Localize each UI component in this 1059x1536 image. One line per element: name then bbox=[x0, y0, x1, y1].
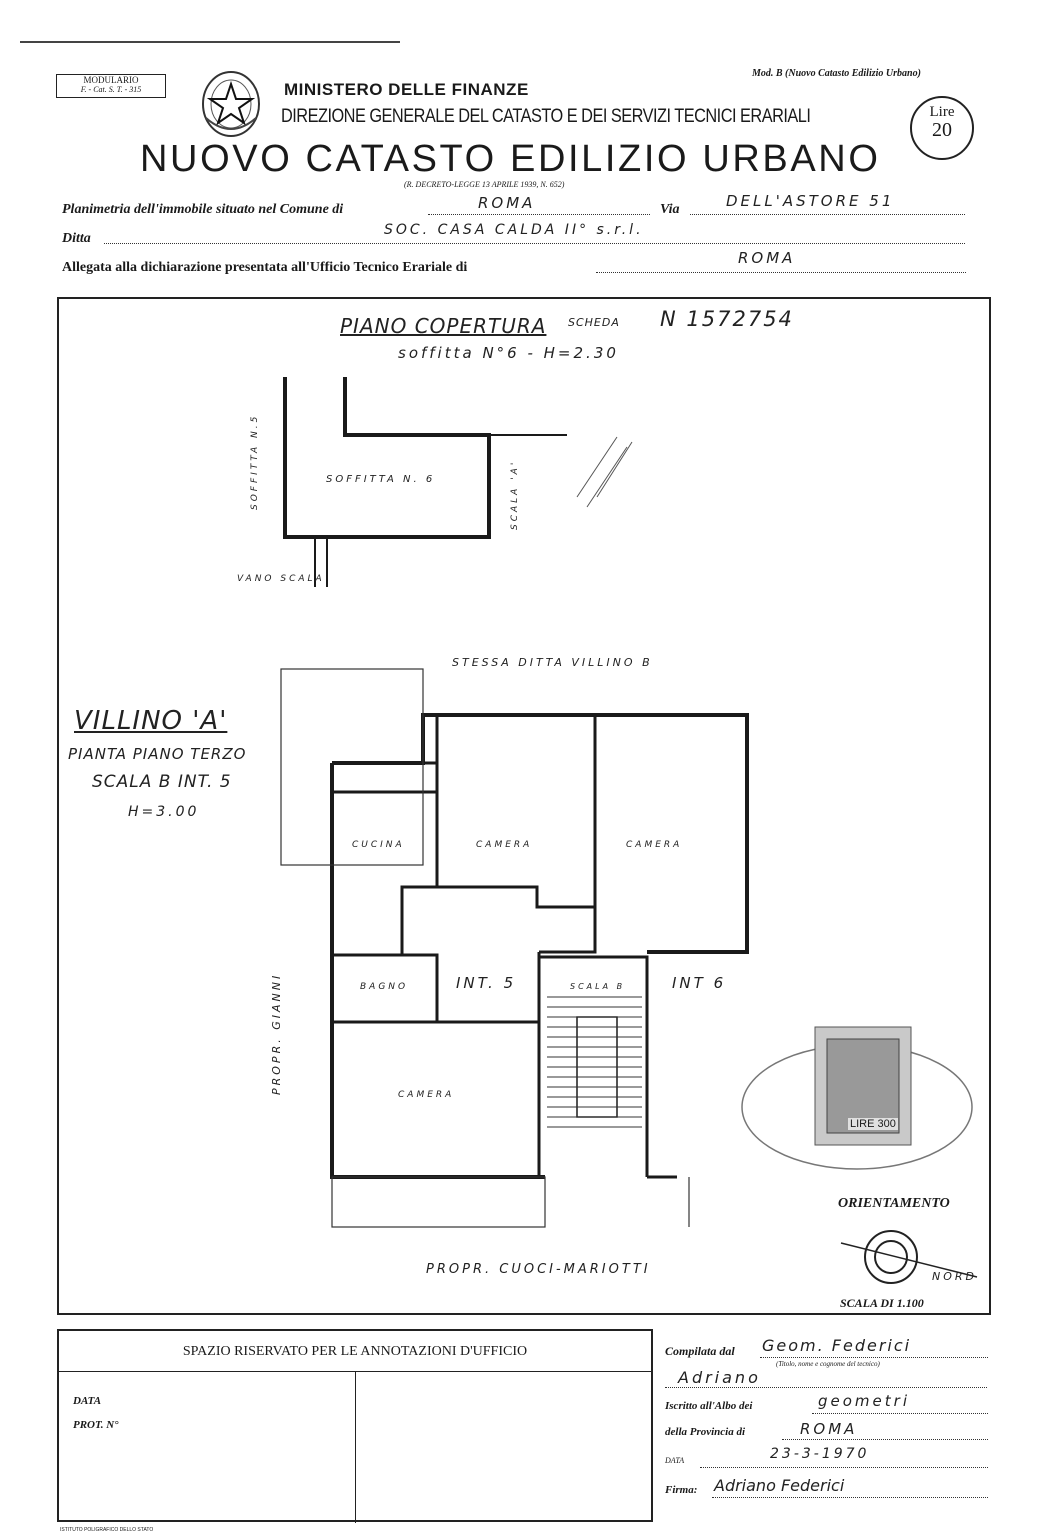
villino-label: VILLINO 'A' bbox=[74, 706, 228, 736]
lire-value: 20 bbox=[932, 119, 952, 141]
top-rule bbox=[20, 41, 400, 43]
scala-a-label: SCALA 'A' bbox=[510, 459, 520, 530]
camera-label-1: CAMERA bbox=[476, 840, 533, 850]
cucina-label: CUCINA bbox=[352, 840, 405, 850]
comune-field bbox=[428, 196, 650, 215]
soffitta-height: soffitta N°6 - H=2.30 bbox=[398, 344, 619, 362]
int5-label: INT. 5 bbox=[456, 974, 517, 992]
compilata-value: Geom. Federici bbox=[762, 1336, 912, 1355]
firma-label: Firma: bbox=[665, 1484, 698, 1496]
via-value: DELL'ASTORE 51 bbox=[726, 192, 895, 210]
lire-stamp bbox=[910, 96, 974, 160]
soffitta-n5-label: SOFFITTA N.5 bbox=[250, 413, 260, 510]
data-footer-value: 23-3-1970 bbox=[770, 1446, 870, 1462]
direction-title: DIREZIONE GENERALE DEL CATASTO E DEI SERVIZI TECNICI ERARIALI bbox=[281, 106, 811, 127]
stessa-ditta-label: STESSA DITTA VILLINO B bbox=[452, 656, 653, 669]
pianta-label: PIANTA PIANO TERZO bbox=[68, 745, 247, 763]
int6-label: INT 6 bbox=[672, 974, 727, 992]
comune-value: ROMA bbox=[478, 194, 536, 212]
annotation-title: SPAZIO RISERVATO PER LE ANNOTAZIONI D'UFFICIO bbox=[182, 1344, 528, 1359]
annotation-vertical bbox=[355, 1371, 356, 1523]
soffitta-n6-label: SOFFITTA N. 6 bbox=[326, 474, 436, 485]
allegata-label: Allegata alla dichiarazione presentata all'Ufficio Tecnico Erariale di bbox=[62, 260, 468, 275]
planimetria-label: Planimetria dell'immobile situato nel Comune di bbox=[62, 202, 344, 217]
data-footer-label: DATA bbox=[665, 1456, 685, 1465]
propr-cuoci-label: PROPR. CUOCI-MARIOTTI bbox=[426, 1262, 651, 1277]
camera-label-2: CAMERA bbox=[626, 840, 683, 850]
nord-label: NORD bbox=[932, 1270, 977, 1283]
prot-label: PROT. N° bbox=[73, 1419, 119, 1431]
orientamento-label: ORIENTAMENTO bbox=[838, 1196, 950, 1211]
data-label: DATA bbox=[73, 1395, 102, 1407]
lire-label: Lire bbox=[929, 104, 955, 120]
scala-b-label: SCALA B bbox=[570, 982, 626, 991]
firma-signature: Adriano Federici bbox=[714, 1476, 845, 1495]
main-title: NUOVO CATASTO EDILIZIO URBANO bbox=[140, 138, 881, 180]
scala-int-label: SCALA B INT. 5 bbox=[92, 772, 232, 792]
titolo-note: (Titolo, nome e cognome del tecnico) bbox=[776, 1360, 880, 1368]
propr-gianni-label: PROPR. GIANNI bbox=[270, 972, 283, 1095]
ditta-label: Ditta bbox=[62, 231, 91, 246]
compilata-label: Compilata dal bbox=[665, 1344, 735, 1358]
decree-text: (R. DECRETO-LEGGE 13 APRILE 1939, N. 652) bbox=[404, 180, 565, 189]
piano-copertura-label: PIANO COPERTURA bbox=[340, 314, 547, 338]
stamp-value: LIRE 300 bbox=[850, 1118, 896, 1130]
via-label: Via bbox=[660, 202, 680, 217]
scala-ratio-label: SCALA DI 1.100 bbox=[840, 1296, 924, 1310]
iscritto-value: geometri bbox=[818, 1392, 910, 1410]
emblem-icon bbox=[198, 68, 264, 140]
ministry-title: MINISTERO DELLE FINANZE bbox=[284, 80, 529, 99]
bagno-label: BAGNO bbox=[360, 982, 409, 992]
height-label: H=3.00 bbox=[128, 804, 200, 820]
printer-label: ISTITUTO POLIGRAFICO DELLO STATO bbox=[60, 1527, 154, 1533]
modulario-box bbox=[56, 74, 166, 98]
iscritto-label: Iscritto all'Albo dei bbox=[665, 1400, 753, 1412]
ufficio-value: ROMA bbox=[738, 249, 796, 267]
modulario-code: F. - Cat. S. T. - 315 bbox=[80, 85, 142, 94]
scheda-label: SCHEDA bbox=[568, 316, 620, 329]
camera-label-3: CAMERA bbox=[398, 1090, 455, 1100]
provincia-value: ROMA bbox=[800, 1420, 858, 1438]
mod-b-label: Mod. B (Nuovo Catasto Edilizio Urbano) bbox=[752, 68, 921, 79]
scheda-number: N 1572754 bbox=[660, 307, 794, 331]
ditta-value: SOC. CASA CALDA II° s.r.l. bbox=[384, 222, 644, 238]
compilata-value-2: Adriano bbox=[678, 1368, 761, 1387]
vano-scala-label: VANO SCALA bbox=[237, 574, 325, 584]
annotation-box bbox=[57, 1329, 653, 1522]
provincia-label: della Provincia di bbox=[665, 1426, 746, 1438]
modulario-label: MODULARIO bbox=[83, 75, 139, 85]
